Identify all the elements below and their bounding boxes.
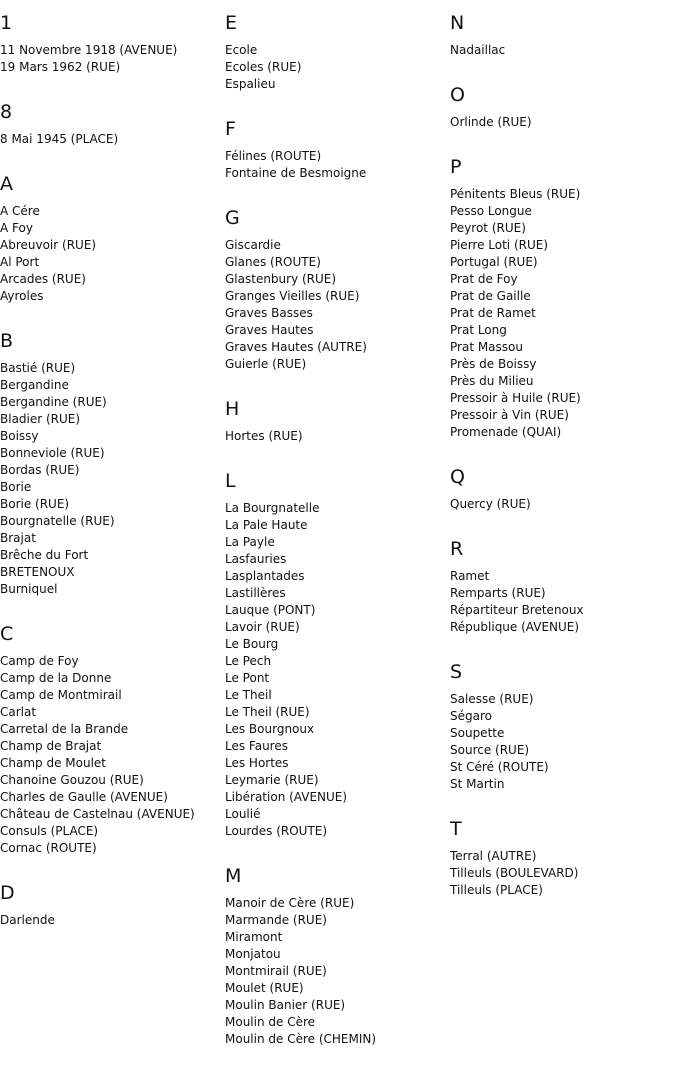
street-name: Tilleuls (PLACE) xyxy=(450,883,543,897)
index-column xyxy=(225,12,445,1073)
letter-heading: T xyxy=(450,818,462,840)
letter-heading: P xyxy=(450,156,462,178)
street-name: La Pale Haute xyxy=(225,518,308,532)
street-name: Guierle (RUE) xyxy=(225,357,307,371)
street-name: Borie (RUE) xyxy=(0,497,70,511)
street-name: Camp de la Donne xyxy=(0,671,112,685)
letter-group xyxy=(0,101,220,148)
letter-heading: S xyxy=(450,661,463,683)
street-name: Hortes (RUE) xyxy=(225,429,303,443)
street-name: Nadaillac xyxy=(450,43,506,57)
street-name: Bourgnatelle (RUE) xyxy=(0,514,115,528)
letter-heading: E xyxy=(225,12,238,34)
street-name: Burniquel xyxy=(0,582,58,596)
street-name: Pierre Loti (RUE) xyxy=(450,238,549,252)
street-name: République (AVENUE) xyxy=(450,620,580,634)
street-name: Salesse (RUE) xyxy=(450,692,534,706)
letter-group xyxy=(0,882,220,929)
street-name: Cornac (ROUTE) xyxy=(0,841,97,855)
street-name: 11 Novembre 1918 (AVENUE) xyxy=(0,43,178,57)
letter-heading: B xyxy=(0,330,14,352)
street-name: 8 Mai 1945 (PLACE) xyxy=(0,132,119,146)
street-name: Leymarie (RUE) xyxy=(225,773,319,787)
letter-heading: G xyxy=(225,207,240,229)
street-name: Félines (ROUTE) xyxy=(225,149,322,163)
street-name: 19 Mars 1962 (RUE) xyxy=(0,60,121,74)
street-name: Moulin Banier (RUE) xyxy=(225,998,346,1012)
street-name: Répartiteur Bretenoux xyxy=(450,603,584,617)
street-name: Manoir de Cère (RUE) xyxy=(225,896,355,910)
street-name: Prat de Gaille xyxy=(450,289,531,303)
street-name: Ecoles (RUE) xyxy=(225,60,302,74)
street-name: Pénitents Bleus (RUE) xyxy=(450,187,581,201)
street-name: Près de Boissy xyxy=(450,357,537,371)
street-name: Ségaro xyxy=(450,709,492,723)
street-name: Pressoir à Vin (RUE) xyxy=(450,408,569,422)
letter-group xyxy=(450,538,670,636)
letter-heading: R xyxy=(450,538,464,560)
street-name: Darlende xyxy=(0,913,55,927)
street-name: Prat Massou xyxy=(450,340,523,354)
letter-group xyxy=(450,84,670,131)
street-name: Source (RUE) xyxy=(450,743,530,757)
street-name: Brêche du Fort xyxy=(0,548,89,562)
street-name: Glastenbury (RUE) xyxy=(225,272,337,286)
letter-group xyxy=(225,865,445,1048)
street-name: Les Hortes xyxy=(225,756,289,770)
street-name: Lourdes (ROUTE) xyxy=(225,824,328,838)
letter-group xyxy=(450,661,670,793)
street-name: Tilleuls (BOULEVARD) xyxy=(450,866,579,880)
letter-heading: M xyxy=(225,865,242,887)
street-name: Prat de Foy xyxy=(450,272,518,286)
street-name: Bordas (RUE) xyxy=(0,463,80,477)
street-name: Carlat xyxy=(0,705,37,719)
street-name: Abreuvoir (RUE) xyxy=(0,238,97,252)
street-name: Château de Castelnau (AVENUE) xyxy=(0,807,195,821)
street-name: Bergandine (RUE) xyxy=(0,395,107,409)
street-name: Moulin de Cère (CHEMIN) xyxy=(225,1032,377,1046)
letter-heading: N xyxy=(450,12,465,34)
street-name: Moulin de Cère xyxy=(225,1015,316,1029)
street-name: Lasplantades xyxy=(225,569,305,583)
street-name: Borie xyxy=(0,480,32,494)
letter-group xyxy=(225,12,445,93)
street-name: Consuls (PLACE) xyxy=(0,824,99,838)
letter-heading: F xyxy=(225,118,236,140)
letter-group xyxy=(225,470,445,840)
letter-heading: H xyxy=(225,398,240,420)
index-column xyxy=(450,12,670,924)
street-name: La Payle xyxy=(225,535,275,549)
street-name: Lastillères xyxy=(225,586,286,600)
street-name: Moulet (RUE) xyxy=(225,981,304,995)
street-name: Lavoir (RUE) xyxy=(225,620,300,634)
letter-heading: A xyxy=(0,173,13,195)
street-name: Marmande (RUE) xyxy=(225,913,327,927)
street-name: Libération (AVENUE) xyxy=(225,790,348,804)
street-name: Bonneviole (RUE) xyxy=(0,446,105,460)
street-name: Près du Milieu xyxy=(450,374,534,388)
street-name: Le Bourg xyxy=(225,637,279,651)
street-name: Prat de Ramet xyxy=(450,306,536,320)
street-name: Arcades (RUE) xyxy=(0,272,86,286)
street-name: Prat Long xyxy=(450,323,507,337)
street-name: Promenade (QUAI) xyxy=(450,425,562,439)
street-name: Boissy xyxy=(0,429,39,443)
street-name: Al Port xyxy=(0,255,40,269)
street-name: Le Theil (RUE) xyxy=(225,705,310,719)
street-name: Bladier (RUE) xyxy=(0,412,81,426)
letter-group xyxy=(0,173,220,305)
street-name: Bastié (RUE) xyxy=(0,361,76,375)
street-name: Ramet xyxy=(450,569,490,583)
letter-group xyxy=(450,12,670,59)
street-name: Glanes (ROUTE) xyxy=(225,255,321,269)
street-name: Les Bourgnoux xyxy=(225,722,315,736)
street-name: Miramont xyxy=(225,930,283,944)
index-column xyxy=(0,12,220,954)
street-name: Le Pont xyxy=(225,671,270,685)
letter-heading: 8 xyxy=(0,101,13,123)
street-name: A Cére xyxy=(0,204,40,218)
street-name: Ecole xyxy=(225,43,258,57)
street-name: Pesso Longue xyxy=(450,204,532,218)
street-name: Camp de Montmirail xyxy=(0,688,122,702)
street-name: Montmirail (RUE) xyxy=(225,964,327,978)
street-name: Carretal de la Brande xyxy=(0,722,129,736)
street-name: Soupette xyxy=(450,726,505,740)
letter-heading: C xyxy=(0,623,14,645)
street-name: Graves Hautes (AUTRE) xyxy=(225,340,367,354)
street-name: Granges Vieilles (RUE) xyxy=(225,289,360,303)
letter-group xyxy=(225,398,445,445)
street-name: Bergandine xyxy=(0,378,69,392)
street-name: Champ de Moulet xyxy=(0,756,106,770)
letter-heading: Q xyxy=(450,466,465,488)
street-name: St Céré (ROUTE) xyxy=(450,760,549,774)
street-name: Espalieu xyxy=(225,77,276,91)
letter-group xyxy=(0,12,220,76)
street-name: La Bourgnatelle xyxy=(225,501,320,515)
letter-group xyxy=(450,818,670,899)
street-name: Remparts (RUE) xyxy=(450,586,546,600)
street-name: Les Faures xyxy=(225,739,288,753)
street-name: Camp de Foy xyxy=(0,654,79,668)
street-name: Charles de Gaulle (AVENUE) xyxy=(0,790,168,804)
street-name: Giscardie xyxy=(225,238,281,252)
street-name: Graves Basses xyxy=(225,306,313,320)
street-name: Quercy (RUE) xyxy=(450,497,531,511)
street-name: Terral (AUTRE) xyxy=(450,849,537,863)
street-name: Graves Hautes xyxy=(225,323,314,337)
street-name: St Martin xyxy=(450,777,505,791)
street-name: Fontaine de Besmoigne xyxy=(225,166,367,180)
letter-group xyxy=(225,207,445,373)
street-name: Peyrot (RUE) xyxy=(450,221,526,235)
street-name: Lasfauries xyxy=(225,552,287,566)
street-name: Monjatou xyxy=(225,947,281,961)
street-name: Le Theil xyxy=(225,688,272,702)
letter-heading: 1 xyxy=(0,12,13,34)
street-name: Chanoine Gouzou (RUE) xyxy=(0,773,144,787)
street-name: Champ de Brajat xyxy=(0,739,102,753)
street-name: Portugal (RUE) xyxy=(450,255,538,269)
letter-group xyxy=(450,156,670,441)
letter-group xyxy=(0,330,220,598)
street-name: Lauque (PONT) xyxy=(225,603,316,617)
street-name: Loulié xyxy=(225,807,261,821)
street-name: Orlinde (RUE) xyxy=(450,115,532,129)
street-name: BRETENOUX xyxy=(0,565,75,579)
street-name: Le Pech xyxy=(225,654,272,668)
street-name: A Foy xyxy=(0,221,33,235)
street-name: Brajat xyxy=(0,531,36,545)
street-name: Pressoir à Huile (RUE) xyxy=(450,391,581,405)
letter-group xyxy=(0,623,220,857)
letter-heading: O xyxy=(450,84,465,106)
letter-group xyxy=(225,118,445,182)
letter-heading: D xyxy=(0,882,15,904)
letter-group xyxy=(450,466,670,513)
letter-heading: L xyxy=(225,470,236,492)
street-name: Ayroles xyxy=(0,289,44,303)
